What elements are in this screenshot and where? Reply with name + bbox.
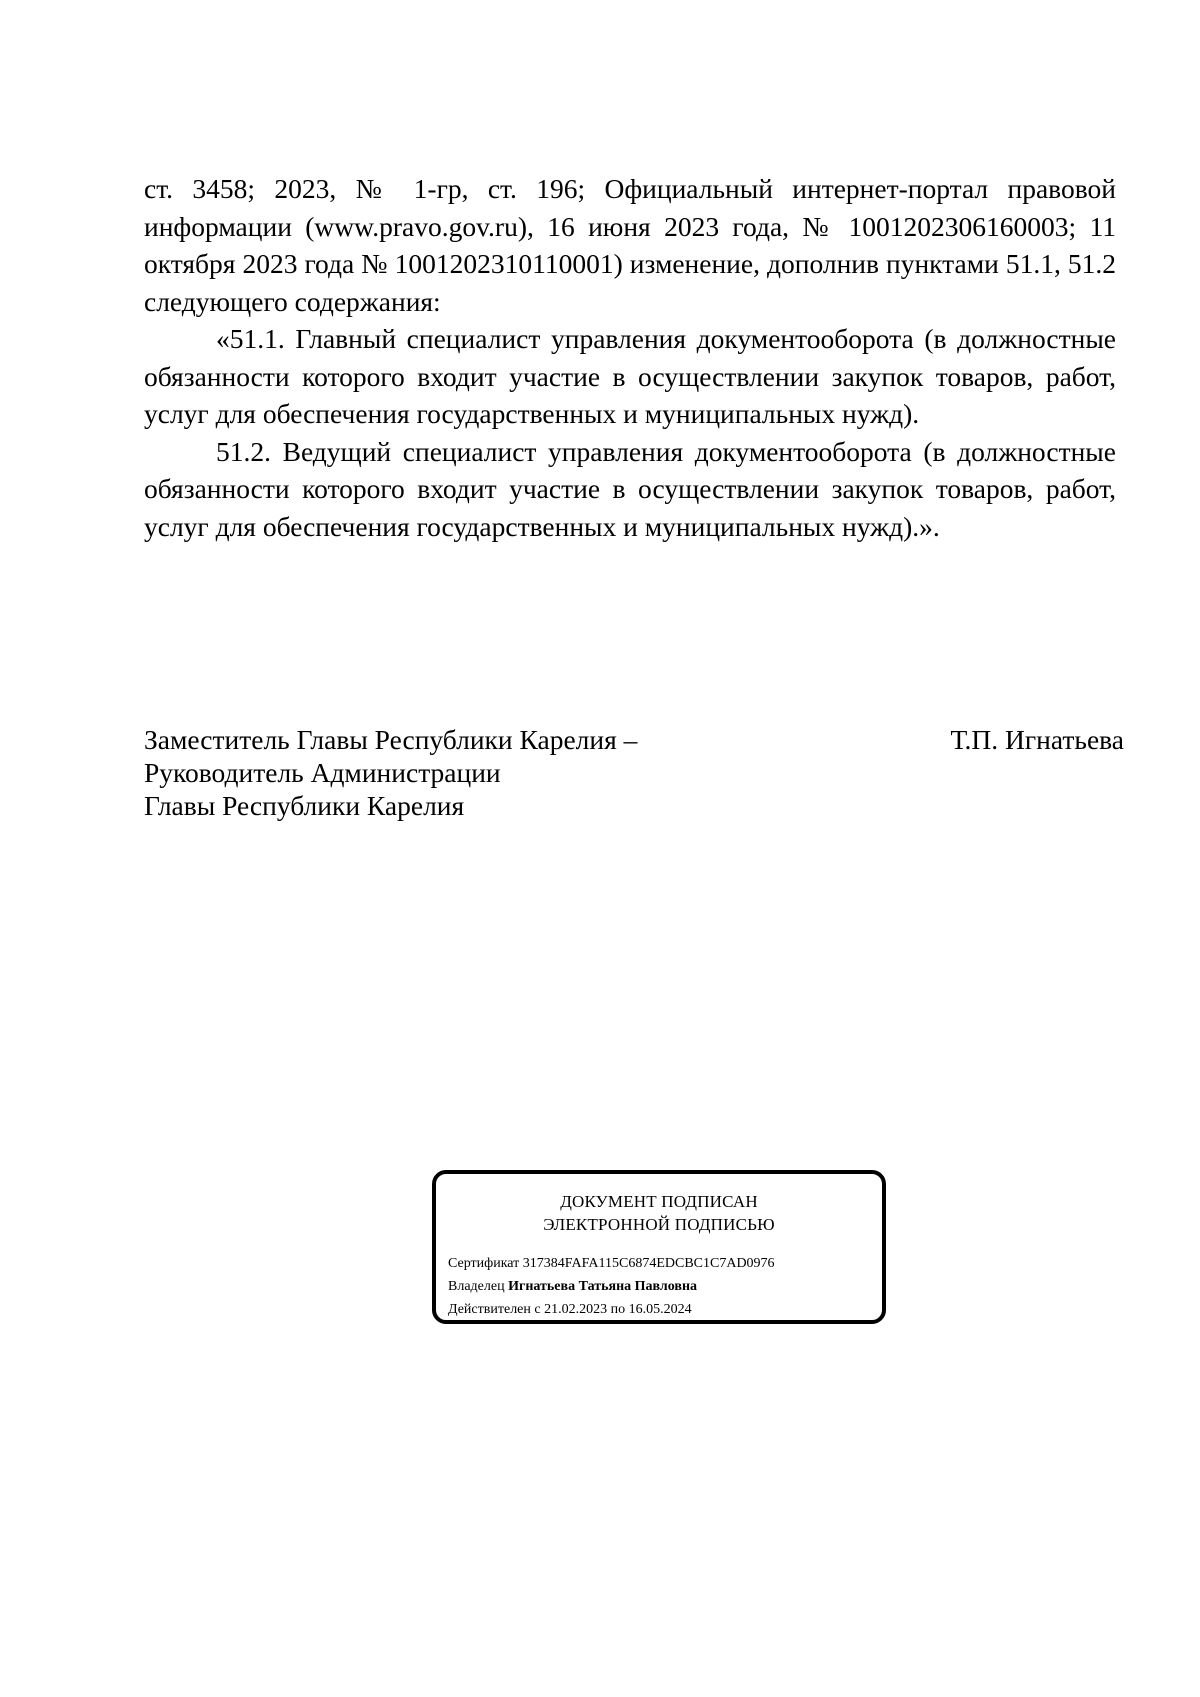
signer-position-line: Главы Республики Карелия xyxy=(144,790,465,821)
paragraph-item-51-2: 51.2. Ведущий специалист управления документооборота (в должностные обязанности которого входит участие в осуществлении закупок товаров, работ, услуг для обеспечения государственных и муниципальных нужд).». xyxy=(144,435,1116,542)
signer-position-line: Заместитель Главы Республики Карелия – xyxy=(144,724,638,755)
stamp-certificate-value: 317384FAFA115C6874EDCBC1C7AD0976 xyxy=(522,1256,775,1271)
stamp-validity-row xyxy=(448,1298,775,1321)
stamp-owner-row xyxy=(448,1275,775,1298)
stamp-owner-label: Владелец xyxy=(448,1279,505,1294)
stamp-valid-label: Действителен xyxy=(448,1302,531,1317)
paragraph-amendment-reference: ст. 3458; 2023, № 1-гр, ст. 196; Официальный интернет-портал правовой информации (www.pravo.gov.ru), 16 июня 2023 года, № 1001202306160003; 11 октября 2023 года № 1001202310110001) изменение, дополнив пунктами 51.1, 51.2 следующего содержания: xyxy=(144,173,1116,317)
signer-name: Т.П. Игнатьева xyxy=(950,724,1124,755)
electronic-signature-stamp xyxy=(432,1170,886,1324)
stamp-valid-from-label: с xyxy=(534,1302,541,1317)
stamp-owner-value: Игнатьева Татьяна Павловна xyxy=(508,1279,698,1294)
paragraph-item-51-1: «51.1. Главный специалист управления документооборота (в должностные обязанности которого входит участие в осуществлении закупок товаров, работ, услуг для обеспечения государственных и муниципальных нужд). xyxy=(144,323,1116,429)
stamp-valid-from: 21.02.2023 xyxy=(544,1302,608,1317)
signer-position xyxy=(144,723,704,822)
stamp-title-line: ЭЛЕКТРОННОЙ ПОДПИСЬЮ xyxy=(543,1215,775,1234)
stamp-valid-to: 16.05.2024 xyxy=(628,1302,692,1317)
stamp-details xyxy=(448,1252,775,1321)
stamp-certificate-label: Сертификат xyxy=(448,1256,520,1271)
stamp-certificate-row xyxy=(448,1252,775,1275)
stamp-title xyxy=(436,1190,882,1236)
document-body xyxy=(144,170,1116,545)
stamp-valid-to-label: по xyxy=(610,1302,626,1317)
signer-position-line: Руководитель Администрации xyxy=(144,757,501,788)
stamp-title-line: ДОКУМЕНТ ПОДПИСАН xyxy=(560,1192,758,1211)
